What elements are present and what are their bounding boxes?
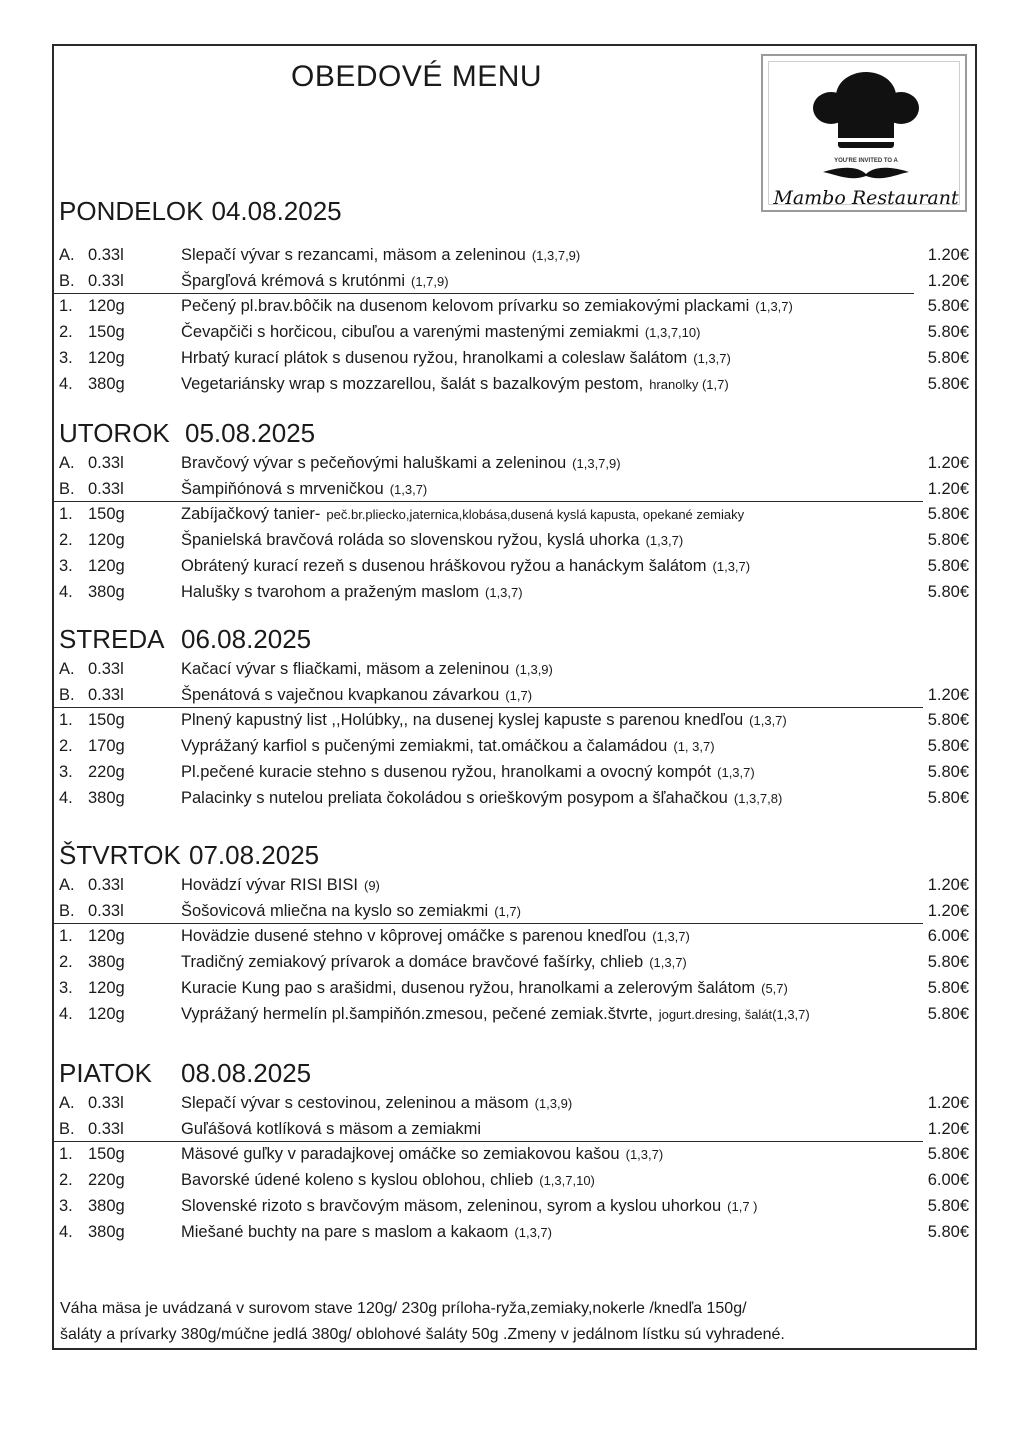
item-name: Kačací vývar s fliačkami, mäsom a zeleninou xyxy=(181,660,510,678)
item-description xyxy=(181,902,521,921)
item-quantity: 120g xyxy=(88,1004,125,1023)
item-code: 3. xyxy=(59,556,73,575)
menu-item-row xyxy=(54,349,975,375)
item-price: 5.80€ xyxy=(927,953,969,972)
day-name: PONDELOK xyxy=(59,196,204,226)
item-price: 5.80€ xyxy=(927,1222,969,1241)
item-allergens: (1,3,7) xyxy=(693,350,731,366)
chef-hat-mustache-icon xyxy=(763,56,969,214)
item-price: 5.80€ xyxy=(927,297,969,316)
menu-item-row xyxy=(54,1145,975,1171)
item-allergens: hranolky (1,7) xyxy=(649,376,729,392)
day-name: STREDA xyxy=(59,624,165,654)
item-price: 1.20€ xyxy=(927,1119,969,1138)
soup-divider-line xyxy=(54,293,914,295)
item-price: 1.20€ xyxy=(927,876,969,894)
menu-item-row xyxy=(54,686,975,712)
item-description xyxy=(181,927,690,946)
menu-item-row xyxy=(54,902,975,928)
menu-item-row xyxy=(54,1197,975,1223)
item-description xyxy=(181,953,687,972)
item-price: 5.80€ xyxy=(927,762,969,781)
item-price: 5.80€ xyxy=(927,1196,969,1215)
menu-item-row xyxy=(54,789,975,815)
item-price: 1.20€ xyxy=(927,685,969,704)
item-allergens: (1,3,7) xyxy=(749,713,787,729)
item-quantity: 170g xyxy=(88,737,125,756)
item-quantity: 150g xyxy=(88,711,125,730)
item-name: Vyprážaný hermelín pl.šampiňón.zmesou, pečené zemiak.štvrte, xyxy=(181,1004,653,1023)
menu-item-row xyxy=(54,737,975,763)
soup-divider-line xyxy=(54,501,923,503)
item-allergens: (1,3,7) xyxy=(755,299,793,315)
item-quantity: 120g xyxy=(88,297,125,316)
item-price: 5.80€ xyxy=(927,788,969,807)
item-quantity: 0.33l xyxy=(88,660,124,678)
item-price: 5.80€ xyxy=(927,556,969,575)
logo-script-text: Mambo Restaurant xyxy=(773,187,959,209)
item-price: 5.80€ xyxy=(927,978,969,997)
item-code: 1. xyxy=(59,505,73,524)
menu-item-row xyxy=(54,323,975,349)
item-description xyxy=(181,789,782,808)
item-description xyxy=(181,480,427,499)
item-quantity: 380g xyxy=(88,788,125,807)
menu-item-row xyxy=(54,763,975,789)
day-heading xyxy=(59,624,312,655)
item-name: Plnený kapustný list ,,Holúbky,, na dusenej kyslej kapuste s parenou knedľou xyxy=(181,711,744,730)
item-description xyxy=(181,1223,552,1242)
day-name: UTOROK xyxy=(59,418,170,448)
item-name: Obrátený kurací rezeň s dusenou hráškovou ryžou a hanáckym šalátom xyxy=(181,556,707,575)
item-description xyxy=(181,583,523,602)
item-quantity: 220g xyxy=(88,1171,125,1190)
item-description xyxy=(181,297,793,316)
item-code: B. xyxy=(59,271,75,290)
item-description xyxy=(181,454,621,473)
menu-item-row xyxy=(54,557,975,583)
menu-item-row xyxy=(54,1223,975,1249)
item-quantity: 120g xyxy=(88,978,125,997)
menu-item-row xyxy=(54,583,975,609)
item-code: 4. xyxy=(59,1004,73,1023)
item-name: Vyprážaný karfiol s pučenými zemiakmi, tat.omáčkou a čalamádou xyxy=(181,737,668,756)
item-quantity: 0.33l xyxy=(88,876,124,894)
item-name: Slepačí vývar s cestovinou, zeleninou a mäsom xyxy=(181,1094,529,1112)
item-code: 1. xyxy=(59,711,73,730)
item-allergens: (1,7) xyxy=(494,903,521,919)
item-allergens: (1,3,7) xyxy=(645,533,684,549)
item-price: 1.20€ xyxy=(927,246,969,264)
item-description xyxy=(181,1197,758,1216)
item-code: 1. xyxy=(59,927,73,946)
footer-line-1: Váha mäsa je uvádzaná v surovom stave 120g/ 230g príloha-ryža,zemiaky,nokerle /knedľa 150g/ xyxy=(60,1300,747,1317)
item-price: 1.20€ xyxy=(927,901,969,920)
item-name: Šampiňónová s mrveničkou xyxy=(181,479,384,498)
item-description xyxy=(181,763,755,782)
item-code: B. xyxy=(59,479,75,498)
item-quantity: 0.33l xyxy=(88,479,124,498)
item-name: Kuracie Kung pao s arašidmi, dusenou ryžou, hranolkami a zelerovým šalátom xyxy=(181,978,756,997)
item-description xyxy=(181,737,715,756)
soup-divider-line xyxy=(54,707,923,709)
item-code: 2. xyxy=(59,531,73,550)
item-allergens: (1,3,7) xyxy=(625,1147,664,1163)
item-description xyxy=(181,246,580,265)
item-description xyxy=(181,1120,487,1139)
item-description xyxy=(181,272,449,291)
logo-invite-text: YOU'RE INVITED TO A xyxy=(834,158,898,164)
page-title: OBEDOVÉ MENU xyxy=(291,60,543,93)
item-price: 5.80€ xyxy=(927,374,969,393)
item-description xyxy=(181,1171,595,1190)
item-name: Pl.pečené kuracie stehno s dusenou ryžou, hranolkami a ovocný kompót xyxy=(181,762,712,781)
item-code: 4. xyxy=(59,582,73,601)
item-quantity: 380g xyxy=(88,953,125,972)
item-price: 1.20€ xyxy=(927,1094,969,1112)
item-allergens: jogurt.dresing, šalát(1,3,7) xyxy=(658,1006,810,1022)
item-code: A. xyxy=(59,246,75,264)
footer-line-2: šaláty a prívarky 380g/múčne jedlá 380g/ oblohové šaláty 50g .Zmeny v jedálnom lístku sú vyhradené. xyxy=(60,1326,785,1343)
item-quantity: 150g xyxy=(88,323,125,342)
item-name: Miešané buchty na pare s maslom a kakaom xyxy=(181,1222,509,1241)
item-name: Šošovicová mliečna na kyslo so zemiakmi xyxy=(181,901,489,920)
item-quantity: 380g xyxy=(88,1196,125,1215)
item-quantity: 120g xyxy=(88,531,125,550)
item-price: 5.80€ xyxy=(927,505,969,524)
item-price: 5.80€ xyxy=(927,1145,969,1164)
item-allergens: (1,3,7) xyxy=(485,584,523,600)
item-allergens: (1,3,7) xyxy=(649,955,687,971)
item-name: Tradičný zemiakový prívarok a domáce bravčové fašírky, chlieb xyxy=(181,953,644,972)
item-name: Bavorské údené koleno s kyslou oblohou, chlieb xyxy=(181,1171,534,1190)
menu-item-row xyxy=(54,953,975,979)
item-quantity: 0.33l xyxy=(88,1094,124,1112)
menu-item-row xyxy=(54,454,975,480)
item-allergens: (1,3,7) xyxy=(717,764,755,780)
day-heading xyxy=(59,196,342,227)
menu-item-row xyxy=(54,375,975,401)
item-allergens: (1,3,7,10) xyxy=(539,1173,595,1189)
item-code: B. xyxy=(59,901,75,920)
item-code: 4. xyxy=(59,374,73,393)
item-description xyxy=(181,323,700,342)
day-name: PIATOK xyxy=(59,1058,152,1088)
item-code: 1. xyxy=(59,297,73,316)
item-code: 4. xyxy=(59,788,73,807)
item-name: Vegetariánsky wrap s mozzarellou, šalát s bazalkovým pestom, xyxy=(181,374,644,393)
item-quantity: 220g xyxy=(88,762,125,781)
item-description xyxy=(181,349,731,368)
item-description xyxy=(181,686,532,705)
item-allergens: (1,3,9) xyxy=(534,1096,573,1111)
item-price: 1.20€ xyxy=(927,271,969,290)
item-name: Slovenské rizoto s bravčovým mäsom, zeleninou, syrom a kyslou uhorkou xyxy=(181,1196,722,1215)
item-name: Mäsové guľky v paradajkovej omáčke so zemiakovou kašou xyxy=(181,1145,620,1164)
item-name: Palacinky s nutelou preliata čokoládou s orieškovým posypom a šľahačkou xyxy=(181,788,728,807)
item-description xyxy=(181,1005,810,1024)
item-allergens: (1,7) xyxy=(505,687,533,703)
item-price: 6.00€ xyxy=(927,1171,969,1190)
menu-item-row xyxy=(54,505,975,531)
item-description xyxy=(181,979,788,998)
menu-item-row xyxy=(54,246,975,272)
item-allergens: peč.br.pliecko,jaternica,klobása,dusená kyslá kapusta, opekané zemiaky xyxy=(326,507,745,523)
item-description xyxy=(181,711,787,730)
menu-item-row xyxy=(54,531,975,557)
item-quantity: 380g xyxy=(88,1222,125,1241)
item-price: 1.20€ xyxy=(927,479,969,498)
item-code: 1. xyxy=(59,1145,73,1164)
menu-item-row xyxy=(54,297,975,323)
item-quantity: 0.33l xyxy=(88,901,124,920)
item-allergens: (1,3,7,9) xyxy=(531,248,581,263)
item-code: 3. xyxy=(59,348,73,367)
item-code: B. xyxy=(59,1119,75,1138)
item-quantity: 0.33l xyxy=(88,1119,124,1138)
item-code: A. xyxy=(59,660,75,678)
item-name: Guľášová kotlíková s mäsom a zemiakmi xyxy=(181,1119,482,1138)
item-name: Hovädzí vývar RISI BISI xyxy=(181,876,358,894)
item-allergens: (5,7) xyxy=(761,980,788,996)
item-quantity: 120g xyxy=(88,927,125,946)
item-code: A. xyxy=(59,876,75,894)
item-quantity: 120g xyxy=(88,556,125,575)
item-price: 5.80€ xyxy=(927,323,969,342)
item-name: Zabíjačkový tanier- xyxy=(181,505,321,524)
item-name: Hovädzie dusené stehno v kôprovej omáčke s parenou knedľou xyxy=(181,927,647,946)
menu-item-row xyxy=(54,876,975,902)
menu-item-row xyxy=(54,660,975,686)
day-date: 05.08.2025 xyxy=(185,418,316,448)
item-description xyxy=(181,505,744,524)
item-code: 3. xyxy=(59,978,73,997)
item-name: Pečený pl.brav.bôčik na dusenom kelovom prívarku so zemiakovými plackami xyxy=(181,297,750,316)
item-description xyxy=(181,1094,572,1113)
item-name: Špargľová krémová s krutónmi xyxy=(181,271,405,290)
menu-item-row xyxy=(54,480,975,506)
menu-item-row xyxy=(54,1094,975,1120)
menu-item-row xyxy=(54,1120,975,1146)
item-name: Španielská bravčová roláda so slovenskou ryžou, kyslá uhorka xyxy=(181,531,640,550)
menu-item-row xyxy=(54,927,975,953)
item-allergens: (1,3,7) xyxy=(389,481,428,497)
menu-sheet xyxy=(52,44,977,1350)
item-code: B. xyxy=(59,685,75,704)
item-allergens: (1,3,7) xyxy=(652,929,690,945)
item-price: 5.80€ xyxy=(927,711,969,730)
day-heading xyxy=(59,418,316,449)
menu-item-row xyxy=(54,1005,975,1031)
item-name: Čevapčiči s horčicou, cibuľou a varenými mastenými zemiakmi xyxy=(181,323,639,342)
soup-divider-line xyxy=(54,1141,923,1143)
item-code: 2. xyxy=(59,737,73,756)
item-name: Slepačí vývar s rezancami, mäsom a zeleninou xyxy=(181,246,526,264)
item-quantity: 0.33l xyxy=(88,246,124,264)
item-code: 3. xyxy=(59,762,73,781)
item-code: A. xyxy=(59,454,75,472)
item-price: 5.80€ xyxy=(927,737,969,756)
item-name: Bravčový vývar s pečeňovými haluškami a zeleninou xyxy=(181,454,567,472)
menu-item-row xyxy=(54,711,975,737)
item-allergens: (1, 3,7) xyxy=(673,739,715,755)
menu-item-row xyxy=(54,1171,975,1197)
day-heading xyxy=(59,840,320,871)
menu-item-row xyxy=(54,272,975,298)
item-allergens: (1,3,9) xyxy=(515,662,553,677)
item-code: 2. xyxy=(59,1171,73,1190)
item-quantity: 150g xyxy=(88,505,125,524)
item-quantity: 150g xyxy=(88,1145,125,1164)
day-heading xyxy=(59,1058,312,1089)
day-date: 06.08.2025 xyxy=(181,624,312,654)
item-price: 5.80€ xyxy=(927,1004,969,1023)
soup-divider-line xyxy=(54,923,923,925)
item-description xyxy=(181,557,750,576)
item-code: 4. xyxy=(59,1222,73,1241)
item-description xyxy=(181,375,729,394)
item-allergens: (1,3,7,9) xyxy=(572,456,621,471)
item-price: 5.80€ xyxy=(927,348,969,367)
item-code: 3. xyxy=(59,1196,73,1215)
item-description xyxy=(181,1145,663,1164)
item-allergens: (1,7 ) xyxy=(727,1198,758,1214)
item-code: 2. xyxy=(59,323,73,342)
day-date: 04.08.2025 xyxy=(211,196,342,226)
item-code: 2. xyxy=(59,953,73,972)
item-description xyxy=(181,531,683,550)
day-date: 07.08.2025 xyxy=(189,840,320,870)
item-price: 6.00€ xyxy=(927,927,969,946)
restaurant-logo xyxy=(761,54,967,212)
item-allergens: (9) xyxy=(363,878,380,893)
item-quantity: 0.33l xyxy=(88,271,124,290)
item-allergens: (1,3,7) xyxy=(514,1224,552,1240)
item-quantity: 380g xyxy=(88,582,125,601)
item-quantity: 380g xyxy=(88,374,125,393)
item-price: 1.20€ xyxy=(927,454,969,472)
item-allergens: (1,7,9) xyxy=(410,273,449,289)
footer-note xyxy=(60,1296,785,1348)
day-date: 08.08.2025 xyxy=(181,1058,312,1088)
item-price: 5.80€ xyxy=(927,531,969,550)
item-quantity: 0.33l xyxy=(88,454,124,472)
item-code: A. xyxy=(59,1094,75,1112)
item-quantity: 0.33l xyxy=(88,685,124,704)
item-name: Halušky s tvarohom a praženým maslom xyxy=(181,582,480,601)
menu-item-row xyxy=(54,979,975,1005)
item-allergens: (1,3,7) xyxy=(712,558,751,574)
item-allergens: (1,3,7,10) xyxy=(644,325,701,341)
item-quantity: 120g xyxy=(88,348,125,367)
item-name: Špenátová s vaječnou kvapkanou závarkou xyxy=(181,685,500,704)
item-allergens: (1,3,7,8) xyxy=(733,790,783,806)
item-name: Hrbatý kurací plátok s dusenou ryžou, hranolkami a coleslaw šalátom xyxy=(181,348,688,367)
item-description xyxy=(181,876,380,895)
item-description xyxy=(181,660,553,679)
item-price: 5.80€ xyxy=(927,582,969,601)
day-name: ŠTVRTOK xyxy=(59,840,181,870)
